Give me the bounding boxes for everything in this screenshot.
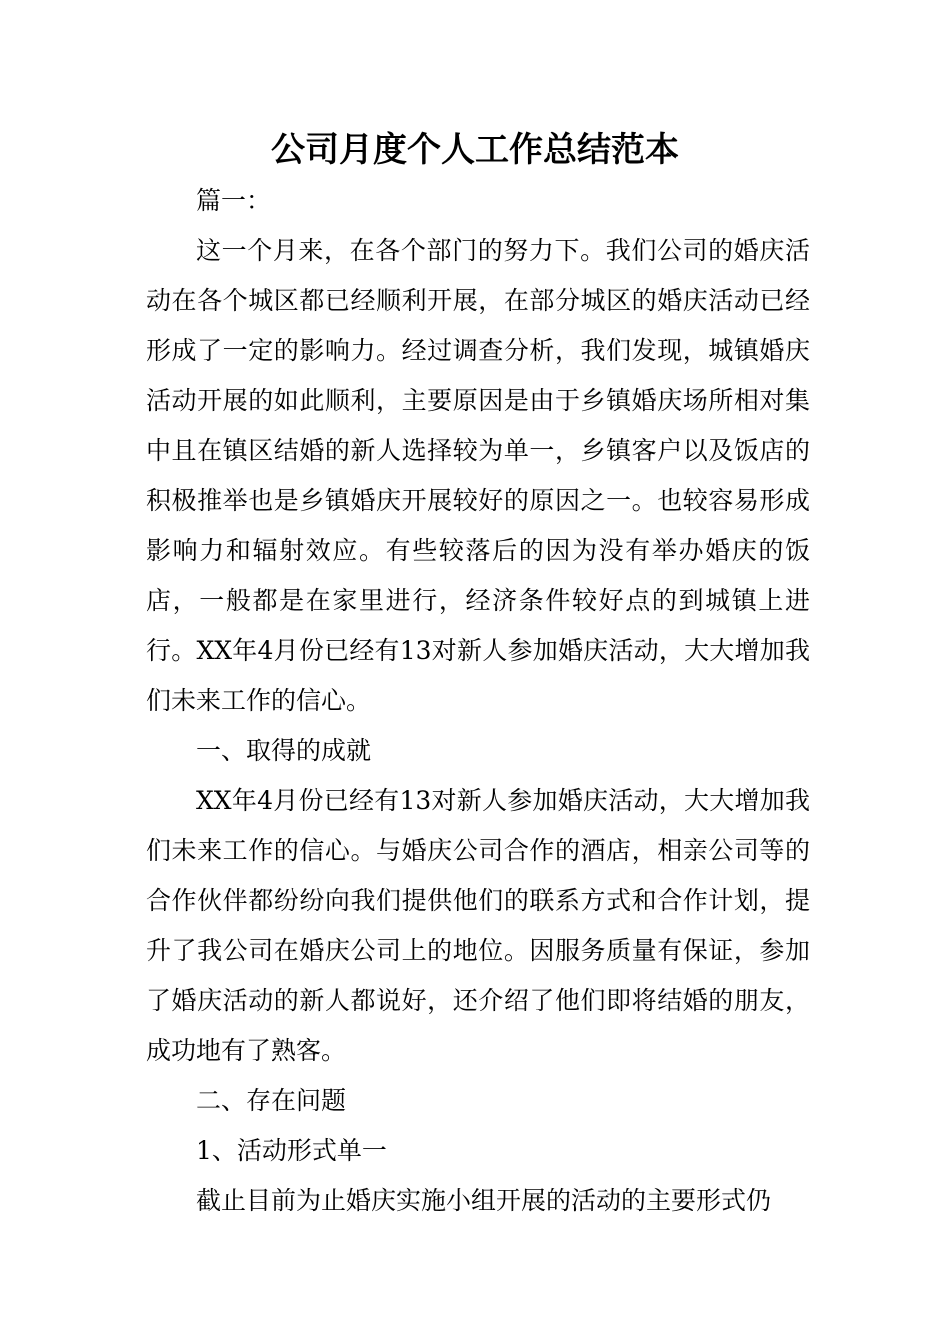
- heading-problems: 二、存在问题: [196, 1086, 347, 1115]
- paragraph-section-label: 篇一：: [196, 186, 272, 215]
- heading-achievements: 一、取得的成就: [196, 736, 372, 765]
- paragraph-achievements: XX年4月份已经有13对新人参加婚庆活动，大大增加我们未来工作的信心。与婚庆公司合作的酒店，相亲公司等的合作伙伴都纷纷向我们提供他们的联系方式和合作计划，提升了我公司在婚庆公司上的地位。因服务质量有保证，参加了婚庆活动的新人都说好，还介绍了他们即将结婚的朋友，成功地有了熟客。: [146, 786, 810, 1065]
- paragraph-intro: 这一个月来，在各个部门的努力下。我们公司的婚庆活动在各个城区都已经顺利开展，在部分城区的婚庆活动已经形成了一定的影响力。经过调查分析，我们发现，城镇婚庆活动开展的如此顺利，主要原因是由于乡镇婚庆场所相对集中且在镇区结婚的新人选择较为单一，乡镇客户以及饭店的积极推举也是乡镇婚庆开展较好的原因之一。也较容易形成影响力和辐射效应。有些较落后的因为没有举办婚庆的饭店，一般都是在家里进行，经济条件较好点的到城镇上进行。XX年4月份已经有13对新人参加婚庆活动，大大增加我们未来工作的信心。: [146, 236, 810, 715]
- document-body: [146, 176, 810, 1226]
- document-title: 公司月度个人工作总结范本: [271, 130, 679, 170]
- paragraph-single-format: 截止目前为止婚庆实施小组开展的活动的主要形式仍: [196, 1186, 772, 1215]
- subheading-single-format: 1、活动形式单一: [196, 1136, 387, 1165]
